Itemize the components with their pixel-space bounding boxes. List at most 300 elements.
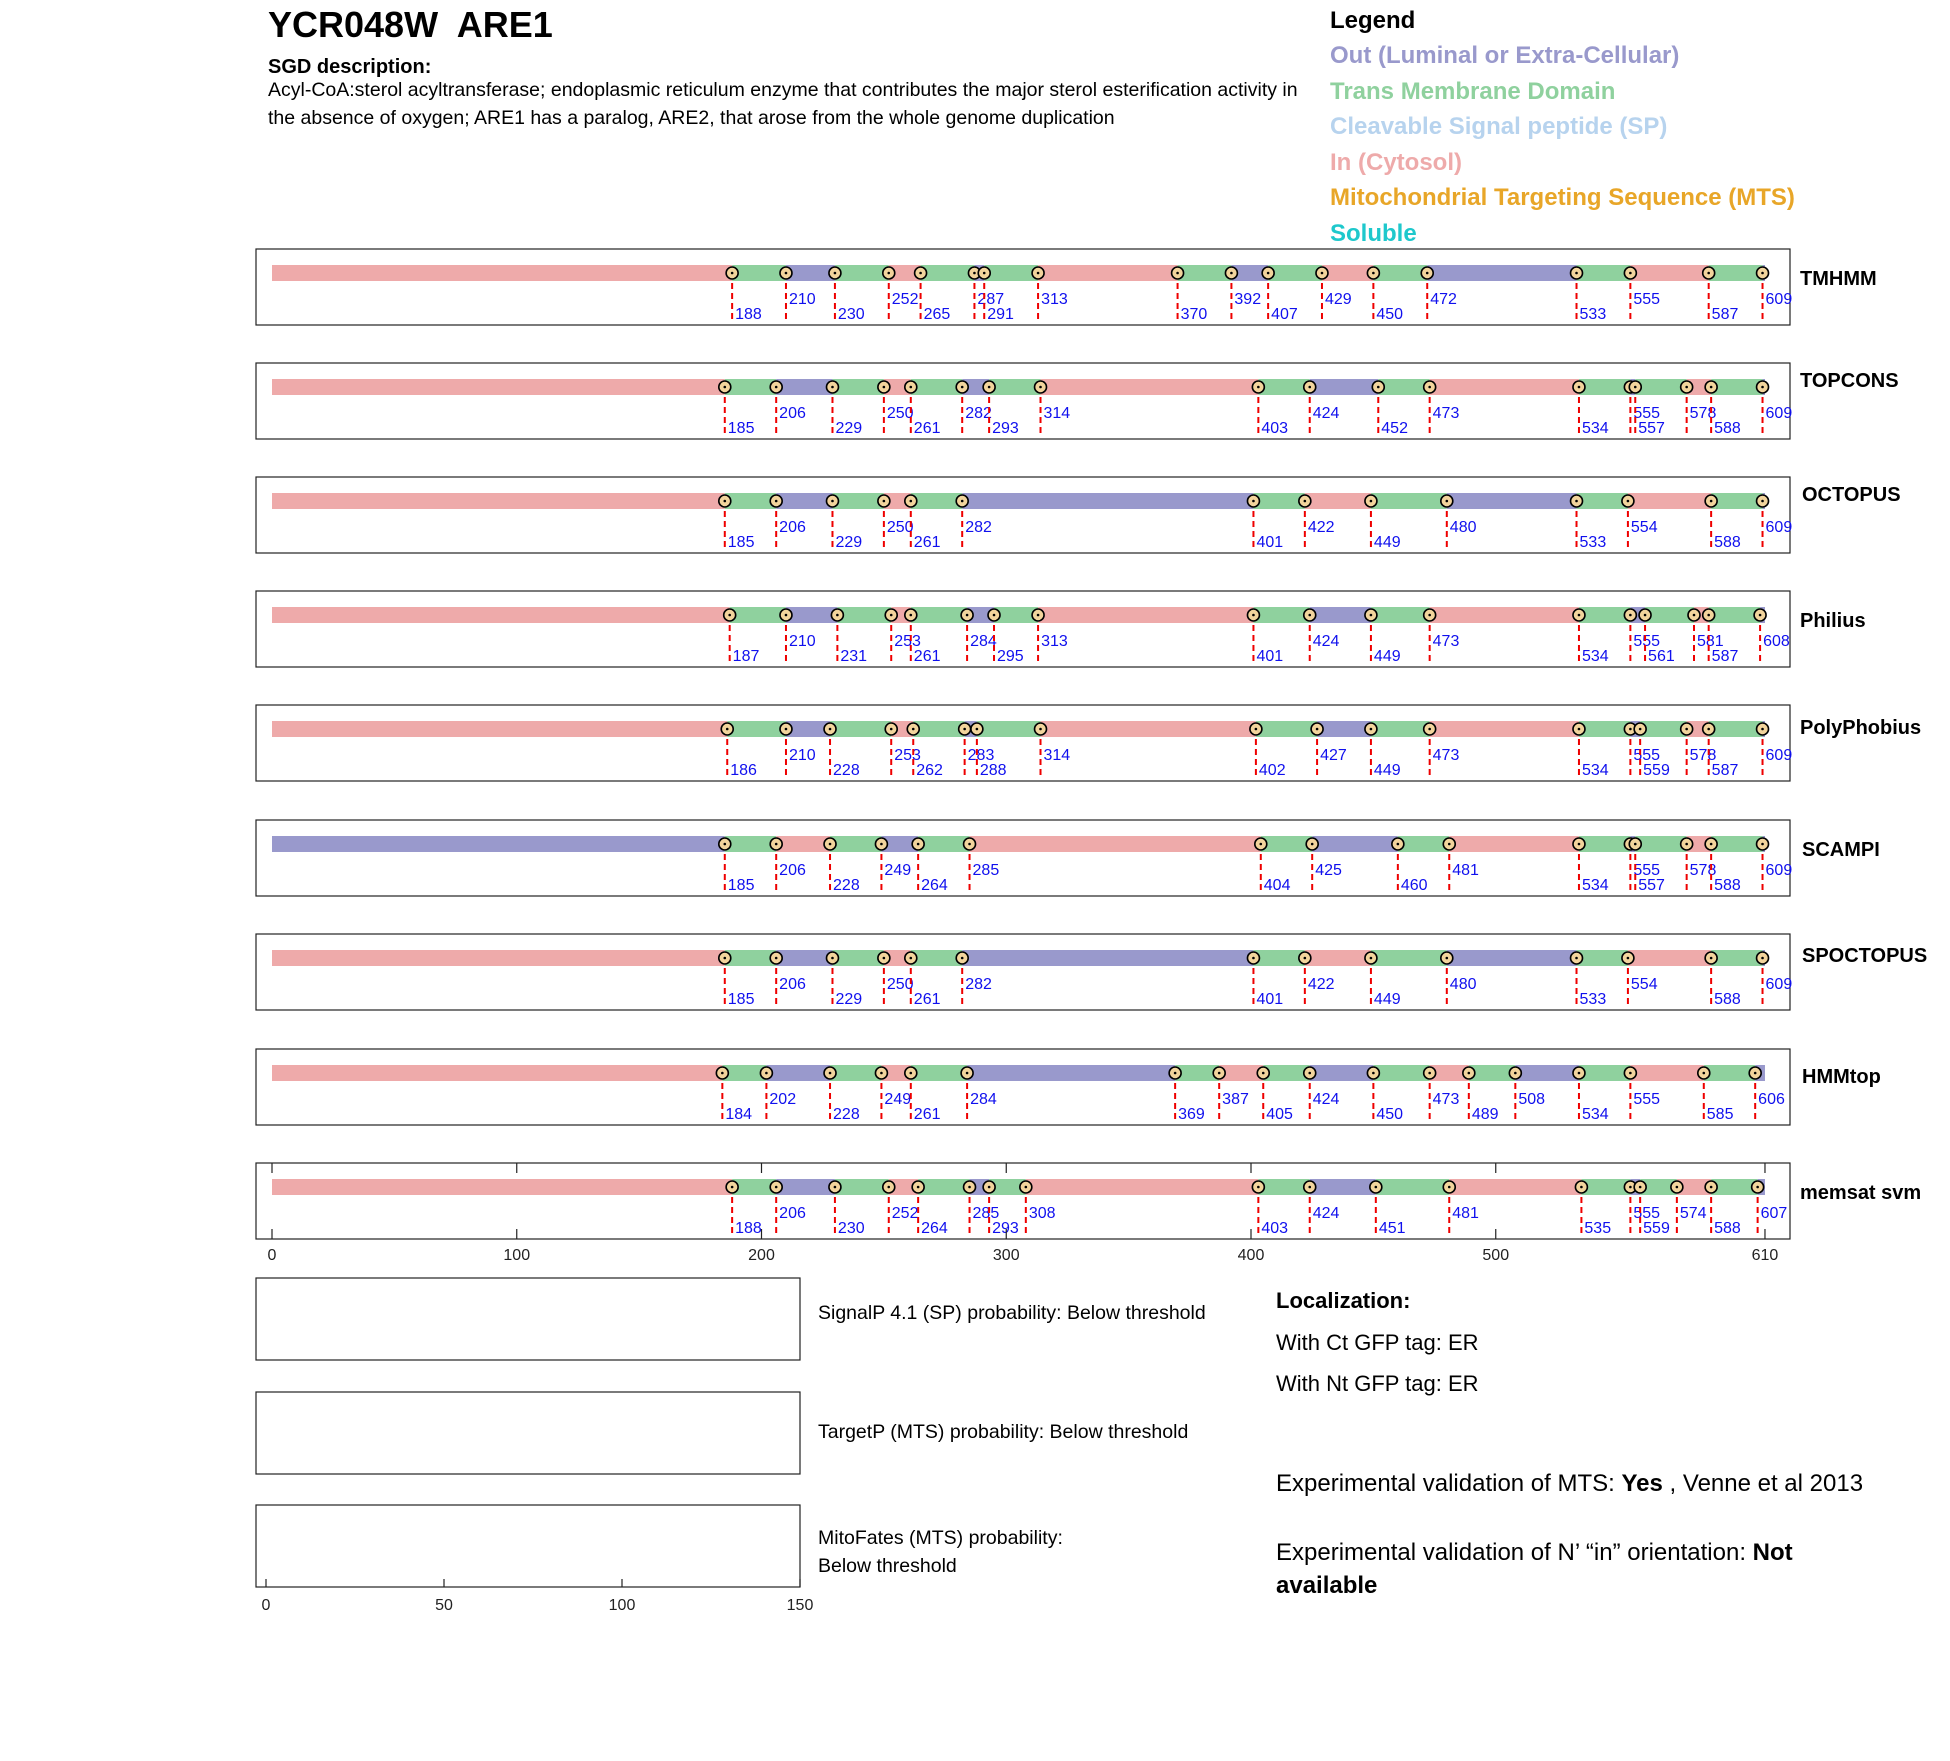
boundary-label: 534 bbox=[1581, 648, 1609, 665]
boundary-marker-center bbox=[883, 957, 886, 960]
boundary-label: 473 bbox=[1432, 633, 1460, 650]
boundary-label: 533 bbox=[1579, 534, 1607, 551]
boundary-marker-center bbox=[1025, 1186, 1028, 1189]
topology-segment bbox=[962, 950, 1253, 966]
topology-segment bbox=[918, 836, 969, 852]
boundary-label: 554 bbox=[1630, 519, 1658, 536]
x-tick-label: 300 bbox=[992, 1247, 1020, 1264]
predictor-row-tmhmm bbox=[256, 249, 1877, 325]
topology-segment bbox=[1305, 493, 1371, 509]
boundary-label: 314 bbox=[1043, 747, 1071, 764]
boundary-label: 452 bbox=[1381, 420, 1408, 437]
boundary-label: 249 bbox=[884, 862, 912, 879]
predictor-name: memsat svm bbox=[1800, 1182, 1922, 1204]
boundary-marker-center bbox=[1037, 272, 1040, 275]
boundary-marker-center bbox=[1255, 728, 1258, 731]
boundary-label: 609 bbox=[1765, 519, 1793, 536]
boundary-label: 264 bbox=[921, 1220, 948, 1237]
boundary-marker-center bbox=[731, 272, 734, 275]
boundary-marker-center bbox=[1761, 272, 1764, 275]
boundary-marker-center bbox=[1707, 728, 1710, 731]
topology-segment bbox=[1711, 1179, 1758, 1195]
boundary-marker-center bbox=[785, 272, 788, 275]
boundary-marker-center bbox=[1685, 728, 1688, 731]
boundary-marker-center bbox=[909, 500, 912, 503]
boundary-label: 608 bbox=[1763, 633, 1790, 650]
topology-segment bbox=[1579, 721, 1630, 737]
boundary-marker-center bbox=[909, 1072, 912, 1075]
boundary-marker-center bbox=[1578, 614, 1581, 617]
boundary-label: 188 bbox=[735, 306, 762, 323]
predictor-frame bbox=[256, 705, 1790, 781]
boundary-label: 555 bbox=[1633, 1205, 1661, 1222]
boundary-label: 250 bbox=[886, 519, 914, 536]
boundary-label: 401 bbox=[1256, 534, 1284, 551]
boundary-label: 587 bbox=[1711, 306, 1739, 323]
topology-segment bbox=[1711, 836, 1762, 852]
boundary-label: 250 bbox=[886, 976, 914, 993]
boundary-marker-center bbox=[1578, 1072, 1581, 1075]
topology-segment bbox=[1310, 607, 1371, 623]
boundary-label: 559 bbox=[1643, 1220, 1670, 1237]
boundary-label: 210 bbox=[788, 291, 816, 308]
boundary-label: 534 bbox=[1581, 420, 1609, 437]
boundary-marker-center bbox=[765, 1072, 768, 1075]
experimental-n-orientation bbox=[1276, 1536, 1876, 1602]
boundary-marker-center bbox=[1629, 1072, 1632, 1075]
signalp-label: SignalP 4.1 (SP) probability: Below threshold bbox=[818, 1302, 1206, 1324]
legend-item-tm: Trans Membrane Domain bbox=[1330, 77, 1616, 105]
boundary-label: 578 bbox=[1689, 862, 1717, 879]
predictor-name: Philius bbox=[1800, 610, 1866, 632]
boundary-label: 185 bbox=[727, 420, 755, 437]
boundary-marker-center bbox=[1321, 272, 1324, 275]
predictor-row-memsat-svm bbox=[256, 1163, 1921, 1239]
boundary-marker-center bbox=[961, 500, 964, 503]
boundary-label: 422 bbox=[1307, 976, 1335, 993]
boundary-marker-center bbox=[785, 728, 788, 731]
boundary-marker-center bbox=[988, 1186, 991, 1189]
boundary-label: 534 bbox=[1581, 762, 1609, 779]
boundary-label: 370 bbox=[1180, 306, 1208, 323]
boundary-label: 229 bbox=[835, 420, 863, 437]
boundary-label: 561 bbox=[1648, 648, 1675, 665]
boundary-marker-center bbox=[1039, 728, 1042, 731]
boundary-label: 185 bbox=[727, 534, 755, 551]
boundary-label: 210 bbox=[788, 633, 816, 650]
boundary-label: 581 bbox=[1696, 633, 1724, 650]
boundary-label: 535 bbox=[1584, 1220, 1612, 1237]
topology-segment bbox=[1430, 607, 1579, 623]
boundary-marker-center bbox=[890, 614, 893, 617]
topology-segment bbox=[1371, 721, 1430, 737]
topology-segment bbox=[1447, 493, 1577, 509]
boundary-marker-center bbox=[1629, 1186, 1632, 1189]
topology-segment bbox=[272, 836, 725, 852]
boundary-label: 282 bbox=[965, 519, 992, 536]
boundary-marker-center bbox=[1578, 843, 1581, 846]
boundary-marker-center bbox=[775, 843, 778, 846]
boundary-marker-center bbox=[1575, 500, 1578, 503]
predictor-name: HMMtop bbox=[1802, 1066, 1881, 1088]
topology-segment bbox=[272, 1179, 732, 1195]
topology-segment bbox=[776, 379, 832, 395]
topology-segment bbox=[1310, 1179, 1376, 1195]
boundary-label: 261 bbox=[913, 1106, 941, 1123]
sgd-description-text: Acyl-CoA:sterol acyltransferase; endoplasmic reticulum enzyme that contributes the major sterol esterification activity in the absence of oxygen; ARE1 has a paralog, ARE2, that arose from the whole genome duplication bbox=[268, 79, 1298, 129]
boundary-marker-center bbox=[775, 500, 778, 503]
topology-segment bbox=[1581, 1179, 1630, 1195]
experimental-mts bbox=[1276, 1470, 1863, 1498]
boundary-label: 249 bbox=[884, 1091, 912, 1108]
topology-segment bbox=[1261, 836, 1312, 852]
boundary-marker-center bbox=[831, 957, 834, 960]
boundary-label: 534 bbox=[1581, 1106, 1609, 1123]
topology-segment bbox=[1038, 265, 1178, 281]
boundary-label: 265 bbox=[923, 306, 951, 323]
boundary-marker-center bbox=[1685, 386, 1688, 389]
topology-segment bbox=[766, 1065, 830, 1081]
topology-segment bbox=[730, 607, 786, 623]
topology-segment bbox=[776, 950, 832, 966]
x-tick-label: 610 bbox=[1751, 1247, 1779, 1264]
topology-segment bbox=[921, 265, 975, 281]
boundary-marker-center bbox=[988, 386, 991, 389]
boundary-marker-center bbox=[731, 1186, 734, 1189]
legend-item-sp: Cleavable Signal peptide (SP) bbox=[1330, 113, 1668, 140]
boundary-label: 282 bbox=[965, 405, 992, 422]
boundary-label: 587 bbox=[1711, 648, 1739, 665]
boundary-label: 534 bbox=[1581, 877, 1609, 894]
topology-segment bbox=[913, 721, 964, 737]
topology-segment bbox=[1628, 950, 1711, 966]
topology-segment bbox=[1630, 265, 1708, 281]
boundary-label: 473 bbox=[1432, 1091, 1460, 1108]
topology-segment bbox=[725, 379, 776, 395]
boundary-marker-center bbox=[1639, 728, 1642, 731]
boundary-marker-center bbox=[1428, 614, 1431, 617]
boundary-marker-center bbox=[1174, 1072, 1177, 1075]
predictor-name: TOPCONS bbox=[1800, 370, 1899, 392]
boundary-label: 407 bbox=[1271, 306, 1298, 323]
topology-segment bbox=[1322, 265, 1373, 281]
topology-segment bbox=[918, 1179, 969, 1195]
boundary-marker-center bbox=[1397, 843, 1400, 846]
topology-segment bbox=[830, 721, 891, 737]
boundary-marker-center bbox=[1702, 1072, 1705, 1075]
topology-segment bbox=[1577, 265, 1631, 281]
topology-segment bbox=[727, 721, 786, 737]
x-tick-label: 100 bbox=[503, 1247, 531, 1264]
boundary-label: 588 bbox=[1714, 991, 1741, 1008]
topology-segment bbox=[1430, 721, 1579, 737]
topology-segment bbox=[911, 379, 962, 395]
boundary-marker-center bbox=[1627, 957, 1630, 960]
boundary-marker-center bbox=[829, 728, 832, 731]
x-tick-label: 0 bbox=[267, 1247, 277, 1264]
boundary-marker-center bbox=[1372, 272, 1375, 275]
legend-item-out: Out (Luminal or Extra-Cellular) bbox=[1330, 42, 1680, 69]
boundary-label: 287 bbox=[977, 291, 1005, 308]
topology-segment bbox=[830, 836, 881, 852]
boundary-marker-center bbox=[1428, 1072, 1431, 1075]
topology-segment bbox=[272, 493, 725, 509]
topology-segment bbox=[1645, 607, 1694, 623]
boundary-label: 229 bbox=[835, 534, 863, 551]
legend-title: Legend bbox=[1330, 7, 1416, 34]
boundary-marker-center bbox=[883, 386, 886, 389]
boundary-marker-center bbox=[1629, 614, 1632, 617]
boundary-marker-center bbox=[1634, 843, 1637, 846]
boundary-marker-center bbox=[1428, 728, 1431, 731]
topology-segment bbox=[1373, 1065, 1429, 1081]
topology-segment bbox=[1579, 836, 1630, 852]
probability-panel-2 bbox=[256, 1392, 800, 1474]
boundary-marker-center bbox=[1316, 728, 1319, 731]
boundary-label: 369 bbox=[1178, 1106, 1205, 1123]
boundary-label: 313 bbox=[1041, 633, 1068, 650]
topology-segment bbox=[837, 607, 891, 623]
topology-segment bbox=[1178, 265, 1232, 281]
boundary-label: 230 bbox=[837, 306, 865, 323]
boundary-marker-center bbox=[976, 728, 979, 731]
boundary-label: 253 bbox=[894, 747, 921, 764]
boundary-label: 422 bbox=[1307, 519, 1335, 536]
topology-segment bbox=[272, 950, 725, 966]
boundary-marker-center bbox=[775, 957, 778, 960]
boundary-marker-center bbox=[829, 843, 832, 846]
boundary-marker-center bbox=[1446, 500, 1449, 503]
topology-segment bbox=[1579, 607, 1630, 623]
boundary-label: 533 bbox=[1579, 991, 1607, 1008]
topology-segment bbox=[272, 379, 725, 395]
boundary-label: 424 bbox=[1312, 1205, 1340, 1222]
topology-segment bbox=[1253, 493, 1304, 509]
probability-x-tick-label: 100 bbox=[608, 1597, 636, 1614]
boundary-label: 288 bbox=[979, 762, 1007, 779]
boundary-marker-center bbox=[968, 843, 971, 846]
boundary-label: 450 bbox=[1376, 1106, 1404, 1123]
boundary-marker-center bbox=[728, 614, 731, 617]
topology-segment bbox=[832, 950, 883, 966]
boundary-marker-center bbox=[1370, 614, 1373, 617]
boundary-marker-center bbox=[723, 500, 726, 503]
boundary-marker-center bbox=[836, 614, 839, 617]
experimental-mts-value: Yes bbox=[1621, 1470, 1663, 1497]
boundary-label: 472 bbox=[1430, 291, 1457, 308]
boundary-marker-center bbox=[966, 614, 969, 617]
boundary-marker-center bbox=[1230, 272, 1233, 275]
boundary-marker-center bbox=[1710, 386, 1713, 389]
boundary-label: 231 bbox=[840, 648, 868, 665]
boundary-label: 450 bbox=[1376, 306, 1404, 323]
boundary-label: 555 bbox=[1633, 747, 1661, 764]
boundary-marker-center bbox=[1578, 728, 1581, 731]
boundary-label: 557 bbox=[1638, 877, 1665, 894]
boundary-label: 481 bbox=[1452, 862, 1479, 879]
boundary-label: 206 bbox=[779, 862, 806, 879]
x-tick-label: 200 bbox=[748, 1247, 775, 1264]
topology-segment bbox=[1711, 379, 1762, 395]
boundary-label: 574 bbox=[1679, 1205, 1707, 1222]
boundary-marker-center bbox=[1267, 272, 1270, 275]
boundary-marker-center bbox=[785, 614, 788, 617]
topology-segment bbox=[272, 265, 732, 281]
predictor-row-philius bbox=[256, 591, 1866, 667]
boundary-marker-center bbox=[1308, 1186, 1311, 1189]
boundary-label: 403 bbox=[1261, 420, 1289, 437]
topology-segment bbox=[1579, 1065, 1630, 1081]
boundary-marker-center bbox=[1370, 957, 1373, 960]
topology-segment bbox=[970, 836, 1261, 852]
topology-segment bbox=[1398, 836, 1449, 852]
topology-segment bbox=[1258, 379, 1309, 395]
boundary-marker-center bbox=[1580, 1186, 1583, 1189]
boundary-label: 533 bbox=[1579, 306, 1607, 323]
boundary-marker-center bbox=[912, 728, 915, 731]
topology-segment bbox=[1449, 1179, 1581, 1195]
boundary-label: 554 bbox=[1630, 976, 1658, 993]
boundary-label: 261 bbox=[913, 420, 941, 437]
topology-segment bbox=[1630, 1065, 1703, 1081]
topology-segment bbox=[1038, 607, 1253, 623]
boundary-marker-center bbox=[1259, 843, 1262, 846]
topology-segment bbox=[1317, 721, 1371, 737]
boundary-marker-center bbox=[1761, 500, 1764, 503]
boundary-marker-center bbox=[1370, 728, 1373, 731]
boundary-marker-center bbox=[1761, 386, 1764, 389]
legend-item-mts: Mitochondrial Targeting Sequence (MTS) bbox=[1330, 184, 1795, 211]
boundary-marker-center bbox=[1644, 614, 1647, 617]
boundary-marker-center bbox=[1176, 272, 1179, 275]
topology-segment bbox=[1263, 1065, 1310, 1081]
boundary-label: 206 bbox=[779, 519, 806, 536]
boundary-marker-center bbox=[1311, 843, 1314, 846]
topology-segment bbox=[832, 493, 883, 509]
topology-segment bbox=[1449, 836, 1579, 852]
topology-segment bbox=[1447, 950, 1577, 966]
boundary-marker-center bbox=[723, 843, 726, 846]
boundary-label: 387 bbox=[1222, 1091, 1249, 1108]
topology-segment bbox=[1427, 265, 1576, 281]
boundary-label: 401 bbox=[1256, 991, 1284, 1008]
boundary-label: 588 bbox=[1714, 1220, 1741, 1237]
boundary-label: 228 bbox=[833, 1106, 860, 1123]
boundary-label: 405 bbox=[1266, 1106, 1293, 1123]
boundary-marker-center bbox=[909, 614, 912, 617]
topology-segment bbox=[725, 950, 776, 966]
boundary-label: 480 bbox=[1449, 976, 1477, 993]
boundary-marker-center bbox=[1710, 957, 1713, 960]
predictor-row-octopus bbox=[256, 477, 1901, 553]
topology-segment bbox=[1041, 379, 1259, 395]
topology-segment bbox=[1310, 1065, 1374, 1081]
topology-segment bbox=[835, 265, 889, 281]
topology-segment bbox=[967, 1065, 1175, 1081]
boundary-label: 555 bbox=[1633, 633, 1661, 650]
topology-segment bbox=[786, 607, 837, 623]
boundary-label: 210 bbox=[788, 747, 816, 764]
predictor-row-hmmtop bbox=[256, 1049, 1881, 1125]
topology-segment bbox=[1310, 379, 1379, 395]
sgd-description-label: SGD description: bbox=[268, 56, 432, 78]
localization-ct: With Ct GFP tag: ER bbox=[1276, 1330, 1479, 1355]
topology-segment bbox=[1258, 1179, 1309, 1195]
topology-segment bbox=[1579, 379, 1630, 395]
topology-segment bbox=[911, 493, 962, 509]
predictor-name: SCAMPI bbox=[1802, 839, 1880, 861]
boundary-label: 392 bbox=[1234, 291, 1262, 308]
boundary-label: 451 bbox=[1378, 1220, 1406, 1237]
boundary-marker-center bbox=[1426, 272, 1429, 275]
boundary-label: 184 bbox=[725, 1106, 753, 1123]
probability-x-axis bbox=[262, 1579, 814, 1614]
boundary-marker-center bbox=[968, 1186, 971, 1189]
predictor-name: OCTOPUS bbox=[1802, 484, 1901, 506]
boundary-label: 508 bbox=[1518, 1091, 1546, 1108]
legend-item-soluble: Soluble bbox=[1330, 219, 1417, 247]
topology-segment bbox=[272, 607, 730, 623]
boundary-marker-center bbox=[1372, 1072, 1375, 1075]
boundary-marker-center bbox=[1761, 728, 1764, 731]
probability-x-tick-label: 50 bbox=[435, 1597, 453, 1614]
boundary-marker-center bbox=[1308, 386, 1311, 389]
boundary-marker-center bbox=[1761, 957, 1764, 960]
boundary-marker-center bbox=[961, 386, 964, 389]
gene-title: YCR048W ARE1 bbox=[268, 4, 553, 45]
boundary-label: 424 bbox=[1312, 633, 1340, 650]
boundary-label: 588 bbox=[1714, 420, 1741, 437]
boundary-marker-center bbox=[880, 843, 883, 846]
boundary-marker-center bbox=[834, 272, 837, 275]
boundary-marker-center bbox=[1304, 957, 1307, 960]
mitofates-label: MitoFates (MTS) probability: Below threshold bbox=[818, 1527, 1063, 1577]
boundary-label: 555 bbox=[1633, 1091, 1661, 1108]
boundary-marker-center bbox=[1756, 1186, 1759, 1189]
boundary-marker-center bbox=[1257, 386, 1260, 389]
boundary-label: 555 bbox=[1633, 291, 1661, 308]
boundary-label: 585 bbox=[1706, 1106, 1734, 1123]
boundary-marker-center bbox=[1710, 843, 1713, 846]
topology-segment bbox=[1640, 721, 1687, 737]
predictor-frame bbox=[256, 1163, 1790, 1239]
boundary-label: 252 bbox=[891, 1205, 919, 1222]
boundary-marker-center bbox=[1761, 843, 1764, 846]
boundary-marker-center bbox=[909, 386, 912, 389]
topology-segment bbox=[776, 493, 832, 509]
boundary-label: 185 bbox=[727, 877, 755, 894]
boundary-marker-center bbox=[1377, 386, 1380, 389]
boundary-label: 489 bbox=[1471, 1106, 1499, 1123]
boundary-label: 557 bbox=[1638, 420, 1665, 437]
x-tick-label: 400 bbox=[1237, 1247, 1265, 1264]
boundary-marker-center bbox=[1627, 500, 1630, 503]
boundary-label: 555 bbox=[1633, 862, 1661, 879]
predictor-frame bbox=[256, 820, 1790, 896]
boundary-marker-center bbox=[1634, 386, 1637, 389]
topology-segment bbox=[725, 493, 776, 509]
topology-segment bbox=[977, 721, 1041, 737]
boundary-marker-center bbox=[723, 957, 726, 960]
boundary-label: 261 bbox=[913, 534, 941, 551]
experimental-mts-suffix: , Venne et al 2013 bbox=[1662, 1470, 1864, 1497]
topology-segment bbox=[911, 950, 962, 966]
boundary-label: 202 bbox=[769, 1091, 797, 1108]
probability-x-tick-label: 0 bbox=[261, 1597, 271, 1614]
predictor-name: PolyPhobius bbox=[1800, 717, 1922, 739]
topology-segment bbox=[1253, 607, 1309, 623]
topology-segment bbox=[984, 265, 1038, 281]
